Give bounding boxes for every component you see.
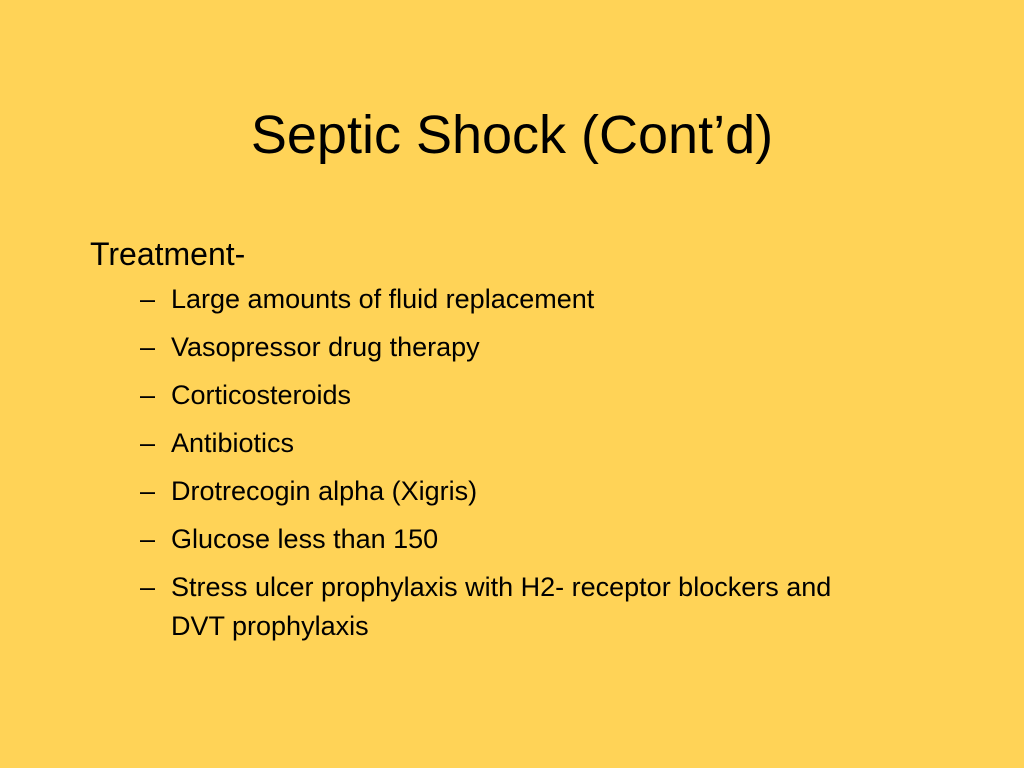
treatment-list: [90, 280, 970, 646]
dash-bullet-icon: –: [140, 380, 156, 410]
dash-bullet-icon: –: [140, 284, 156, 314]
list-item: [90, 520, 970, 559]
bullet-text: Large amounts of fluid replacement: [171, 284, 595, 314]
slide-body: [90, 230, 970, 655]
dash-bullet-icon: –: [140, 476, 156, 506]
dash-bullet-icon: –: [140, 428, 156, 458]
bullet-text: Stress ulcer prophylaxis with H2- receptor blockers and DVT prophylaxis: [171, 572, 832, 641]
slide-title: Septic Shock (Cont’d): [250, 105, 774, 165]
bullet-text: Corticosteroids: [171, 380, 352, 410]
list-item: [90, 280, 970, 319]
list-item: [90, 376, 970, 415]
dash-bullet-icon: –: [140, 524, 156, 554]
list-item: [90, 472, 970, 511]
bullet-text: Glucose less than 150: [171, 524, 439, 554]
treatment-heading: Treatment-: [90, 236, 246, 272]
list-item: [90, 568, 970, 646]
dash-bullet-icon: –: [140, 332, 156, 362]
list-item: [90, 328, 970, 367]
dash-bullet-icon: –: [140, 572, 156, 602]
bullet-text: Antibiotics: [171, 428, 295, 458]
bullet-text: Vasopressor drug therapy: [171, 332, 480, 362]
bullet-text: Drotrecogin alpha (Xigris): [171, 476, 478, 506]
list-item: [90, 424, 970, 463]
